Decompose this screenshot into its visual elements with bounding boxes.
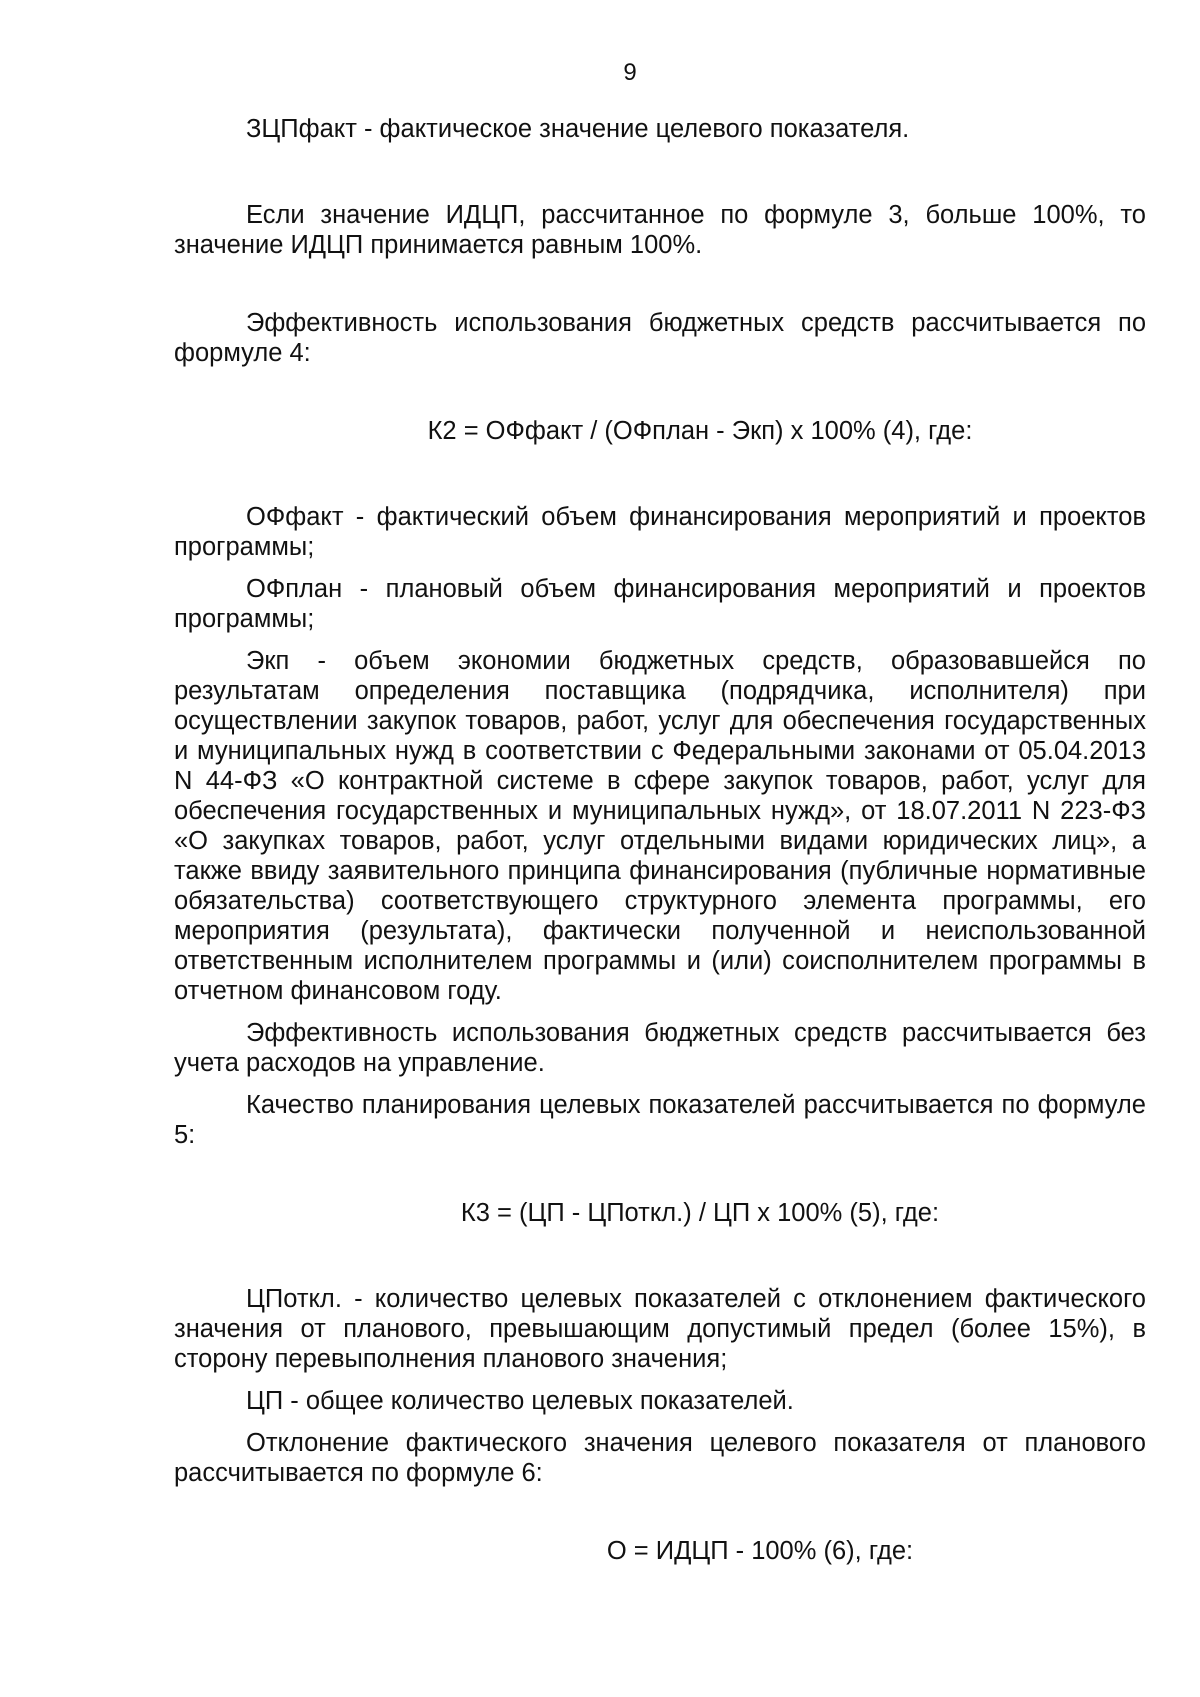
paragraph-efficiency-intro: Эффективность использования бюджетных средств рассчитывается по формуле 4:	[174, 309, 1146, 367]
formula-4: К2 = ОФфакт / (ОФплан - Экп) х 100% (4), где:	[427, 417, 973, 445]
paragraph-idcp-cap: Если значение ИДЦП, рассчитанное по формуле 3, больше 100%, то значение ИДЦП принимается равным 100%.	[174, 201, 1146, 259]
formula-5: К3 = (ЦП - ЦПоткл.) / ЦП х 100% (5), где:	[460, 1199, 940, 1227]
page-number: 9	[623, 59, 637, 86]
paragraph-of-fact: ОФфакт - фактический объем финансирования мероприятий и проектов программы;	[174, 503, 1146, 561]
paragraph-quality-intro: Качество планирования целевых показателей рассчитывается по формуле 5:	[174, 1091, 1146, 1149]
paragraph-efficiency-no-management: Эффективность использования бюджетных средств рассчитывается без учета расходов на управление.	[174, 1019, 1146, 1077]
paragraph-ekp: Экп - объем экономии бюджетных средств, образовавшейся по результатам определения поставщика (подрядчика, исполнителя) при осуществлении закупок товаров, работ, услуг для обеспечения государственных и муниципальных нужд в соответствии с Федеральными законами от 05.04.2013 N 44-ФЗ «О контрактной системе в сфере закупок товаров, работ, услуг для обеспечения государственных и муниципальных нужд», от 18.07.2011 N 223-ФЗ «О закупках товаров, работ, услуг отдельными видами юридических лиц», а также ввиду заявительного принципа финансирования (публичные нормативные обязательства) соответствующего структурного элемента программы, его мероприятия (результата), фактически полученной и неиспользованной ответственным исполнителем программы и (или) соисполнителем программы в отчетном финансовом году.	[174, 647, 1146, 1005]
formula-6: О = ИДЦП - 100% (6), где:	[606, 1537, 914, 1565]
paragraph-of-plan: ОФплан - плановый объем финансирования мероприятий и проектов программы;	[174, 575, 1146, 633]
paragraph-cp-otkl: ЦПоткл. - количество целевых показателей с отклонением фактического значения от планового, превышающим допустимый предел (более 15%), в сторону перевыполнения планового значения;	[174, 1285, 1146, 1373]
paragraph-zcp-fact: ЗЦПфакт - фактическое значение целевого показателя.	[246, 115, 910, 143]
document-body	[174, 114, 1146, 1566]
paragraph-cp-total: ЦП - общее количество целевых показателей.	[246, 1387, 794, 1415]
paragraph-deviation-intro: Отклонение фактического значения целевого показателя от планового рассчитывается по формуле 6:	[174, 1429, 1146, 1487]
